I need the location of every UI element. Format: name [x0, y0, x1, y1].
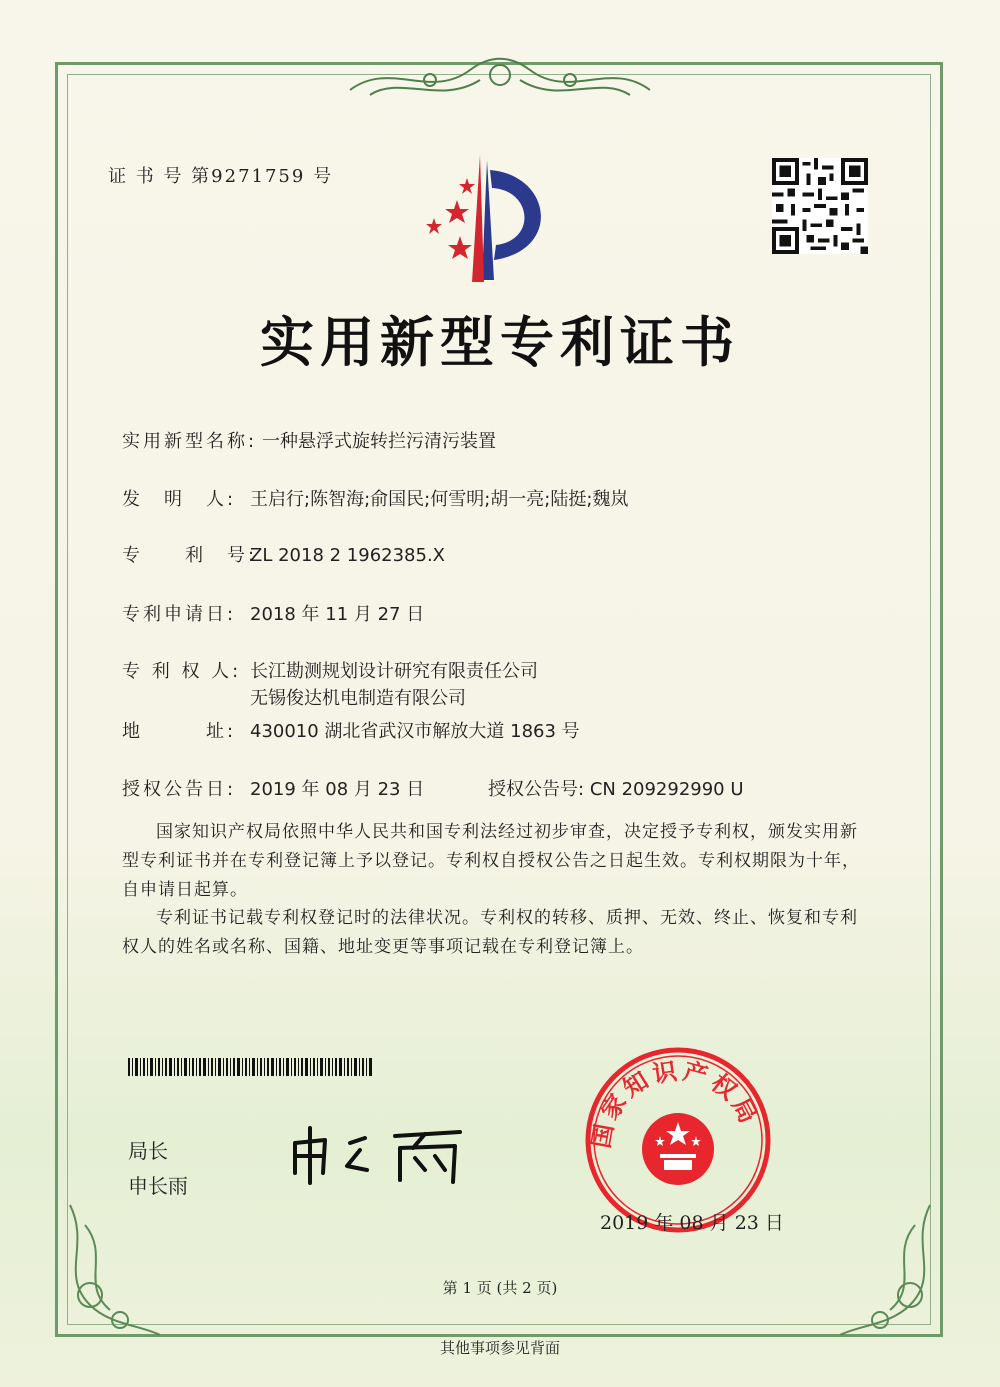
inventors-label: 发 明 人:: [122, 489, 237, 510]
patent-number-row: [122, 541, 445, 567]
patentees-label: 专 利 权 人:: [122, 661, 242, 682]
patentee-2: 无锡俊达机电制造有限公司: [250, 688, 466, 709]
page-indicator: 第 1 页 (共 2 页): [442, 1279, 558, 1297]
bottom-right-ornament: [800, 1185, 950, 1345]
cert-number-label: 证 书 号 第: [108, 166, 212, 187]
utility-model-name-row: [122, 427, 496, 453]
footer-note: 其他事项参见背面: [439, 1339, 560, 1357]
grant-date-value: 2019 年 08 月 23 日: [250, 779, 425, 800]
body-paragraph-1: 国家知识产权局依照中华人民共和国专利法经过初步审查，决定授予专利权，颁发实用新型专利证书并在专利登记簿上予以登记。专利权自授权公告之日起生效。专利权期限为十年，自申请日起算。: [122, 822, 860, 900]
signatory-name: 申长雨: [128, 1174, 188, 1198]
barcode: [128, 1058, 372, 1076]
application-date-label: 专利申请日:: [122, 604, 237, 625]
certificate-title: 实用新型专利证书: [260, 311, 740, 374]
grant-number-label: 授权公告号:: [488, 779, 585, 800]
qr-code: [772, 158, 868, 254]
patentees-row: [122, 657, 538, 683]
address-row: [122, 717, 580, 743]
address-value: 430010 湖北省武汉市解放大道 1863 号: [250, 721, 580, 742]
top-ornament: [330, 50, 670, 110]
patentee-1: 长江勘测规划设计研究有限责任公司: [250, 661, 538, 682]
utility-model-name-label: 实用新型名称:: [122, 431, 258, 452]
grant-number-value: CN 209292990 U: [589, 779, 744, 800]
utility-model-name-value: 一种悬浮式旋转拦污清污装置: [262, 431, 496, 452]
patent-number-value: ZL 2018 2 1962385.X: [250, 545, 446, 566]
grant-number-row: [488, 775, 744, 801]
svg-text:国家知识产权局: 国家知识产权局: [586, 1056, 765, 1151]
patent-number-label: 专 利 号:: [122, 545, 258, 566]
inventors-value: 王启行;陈智海;俞国民;何雪明;胡一亮;陆挺;魏岚: [250, 489, 629, 510]
grant-date-row: [122, 775, 424, 801]
address-label: 地 址:: [122, 721, 237, 742]
seal-date: 2019 年 08 月 23 日: [600, 1212, 784, 1234]
cert-number-suffix: 号: [313, 166, 334, 187]
signatory-title: 局长: [128, 1139, 168, 1163]
handwritten-signature: [285, 1118, 485, 1188]
inventors-row: [122, 485, 628, 511]
application-date-row: [122, 600, 424, 626]
cert-number-value: 9271759: [211, 166, 306, 187]
bottom-left-ornament: [50, 1185, 200, 1345]
patent-office-logo: [412, 150, 582, 290]
application-date-value: 2018 年 11 月 27 日: [250, 604, 425, 625]
certificate-number: [108, 162, 333, 188]
body-paragraph-2: 专利证书记载专利权登记时的法律状况。专利权的转移、质押、无效、终止、恢复和专利权人的姓名或名称、国籍、地址变更等事项记载在专利登记簿上。: [122, 908, 858, 957]
grant-date-label: 授权公告日:: [122, 779, 237, 800]
